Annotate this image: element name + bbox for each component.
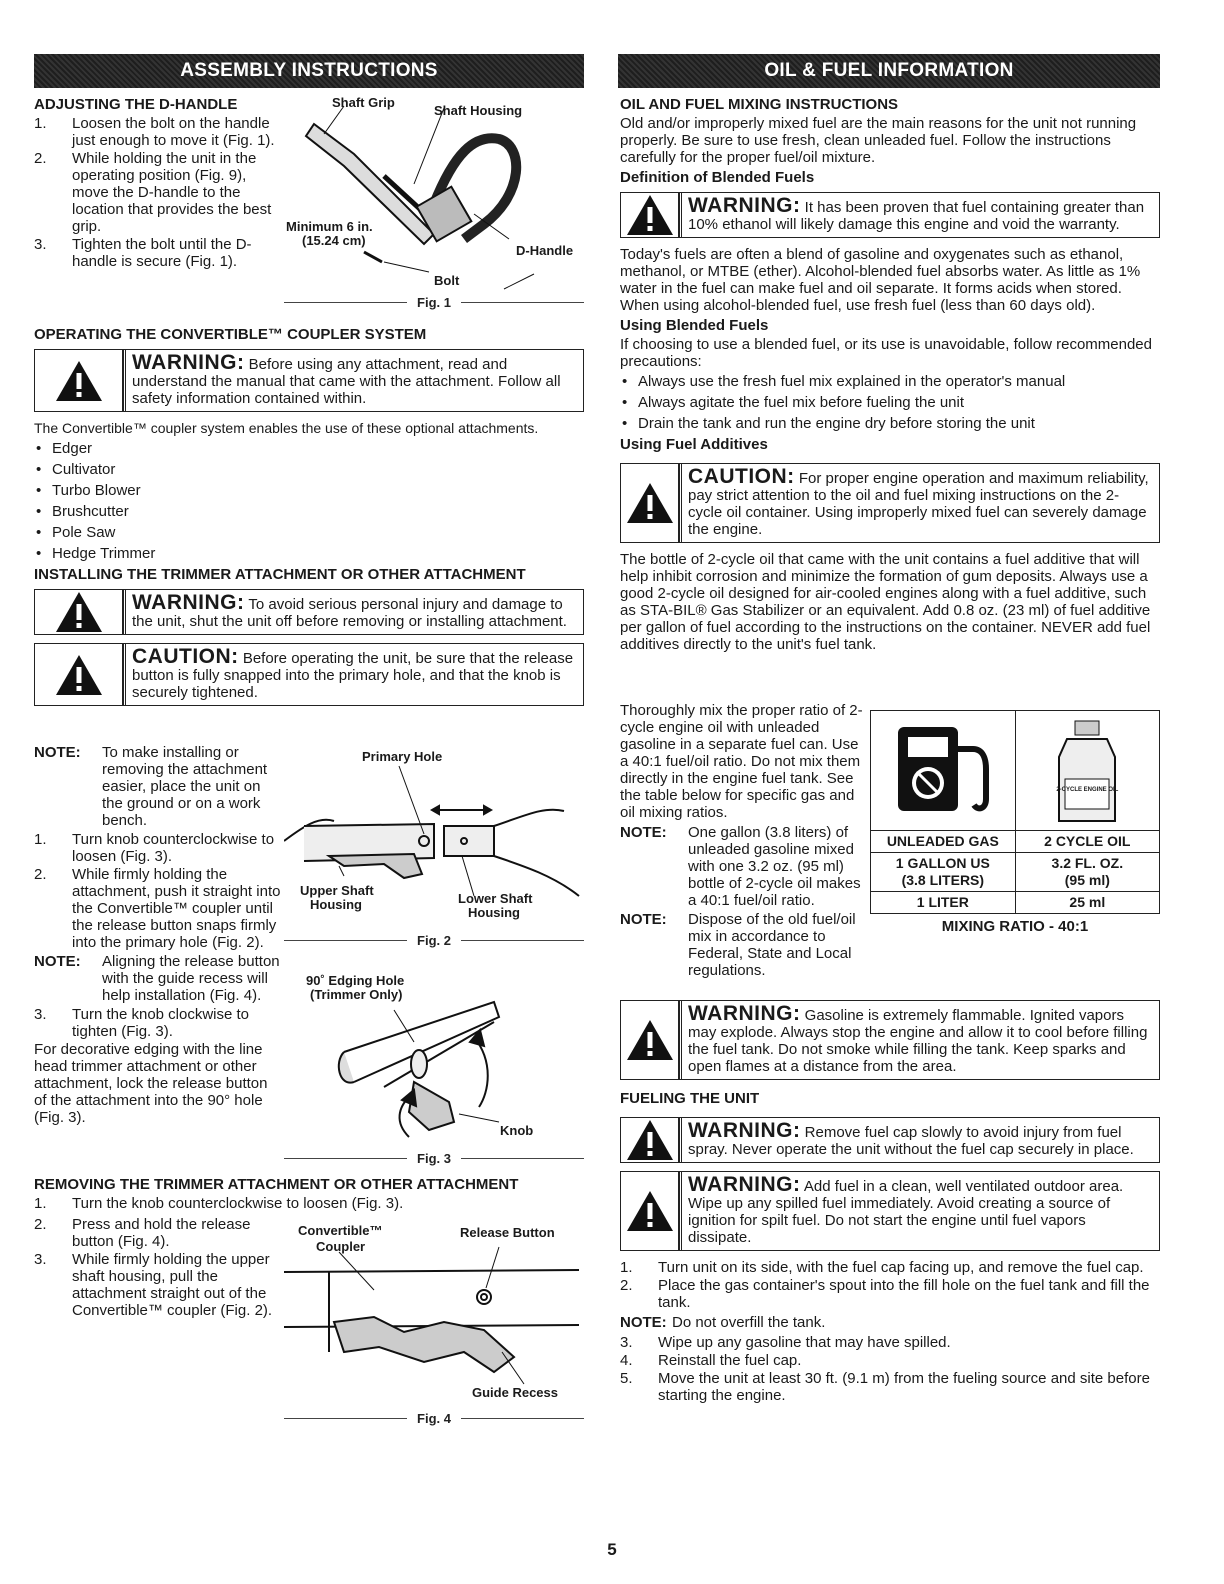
install-note-1: NOTE: To make installing or removing the attachment easier, place the unit on the ground or on a work bench. [34,744,268,829]
figure-3 [284,972,584,1168]
precaution-list [620,373,1160,432]
table-cell: 1 LITER [871,892,1016,914]
oil-bottle-icon [1047,717,1127,827]
precaution-item: • Always agitate the fuel mix before fueling the unit [622,394,965,411]
attachment-list [34,440,584,562]
coupler-section [34,326,584,714]
label-shaft-grip: Shaft Grip [332,95,395,110]
using-text: If choosing to use a blended fuel, or its use is unavoidable, follow recommended precautions: [620,336,1152,370]
oil-heading: OIL AND FUEL MIXING INSTRUCTIONS [620,96,899,113]
warning-triangle-icon [621,1001,679,1079]
label-d-handle: D-Handle [516,243,574,258]
fuel-cap-warning-box: WARNING: Remove fuel cap slowly to avoid injury from fuel spray. Never operate the unit without the fuel cap securely in place. [620,1117,1160,1163]
table-cell: 25 ml [1015,892,1159,914]
warning-triangle-icon [621,1118,679,1162]
precaution-item: • Drain the tank and run the engine dry before storing the unit [622,415,1035,432]
dhandle-heading: ADJUSTING THE D-HANDLE [34,96,238,113]
using-heading: Using Blended Fuels [620,317,769,334]
remove-section [34,1176,584,1213]
bottle-label: 2-CYCLE ENGINE OIL [1056,787,1119,793]
gas-pump-icon [888,719,998,819]
attachment-item: • Cultivator [36,461,116,478]
label-knob: Knob [500,1123,534,1138]
fig2-caption: Fig. 2 [284,932,584,949]
figure-1 [284,94,584,316]
mix-text-block [620,702,870,981]
oil-caution-box: CAUTION: For proper engine operation and maximum reliability, pay strict attention to the oil and fuel mixing instructions on the 2-cycle oil container. Using improperly mixed fuel can severely damage the engine. [620,463,1160,543]
label-lower-housing: Housing [468,905,520,920]
install-warning-box: WARNING: To avoid serious personal injury and damage to the unit, shut the unit off before removing or installing attachment. [34,589,584,635]
mixing-table-block [870,710,1160,935]
fueling-section [620,994,1160,1405]
attachment-item: • Hedge Trimmer [36,545,156,562]
install-step-1: 1. Turn knob counterclockwise to loosen (Fig. 3). [34,831,275,865]
attachment-item: • Turbo Blower [36,482,141,499]
oil-note-2: NOTE: Dispose of the old fuel/oil mix in accordance to Federal, State and Local regulations. [620,911,856,979]
label-release-button: Release Button [460,1225,555,1240]
mixing-ratio: MIXING RATIO - 40:1 [941,918,1089,935]
oil-fuel-banner: OIL & FUEL INFORMATION [618,54,1160,88]
oil-note-1: NOTE: One gallon (3.8 liters) of unleaded gasoline mixed with one 3.2 oz. (95 ml) bottle of 2-cycle oil makes a 40:1 fuel/oil ratio. [620,824,861,909]
label-coupler-2: Coupler [316,1239,366,1254]
fig4-caption: Fig. 4 [284,1410,584,1427]
attachment-item: • Brushcutter [36,503,129,520]
flammable-warning-box: WARNING: Gasoline is extremely flammable. Ignited vapors may explode. Always stop the engine and allow it to cool before filling the fuel tank. Do not smoke while filling the tank. Keep sparks and open flames at a distance from the area. [620,1000,1160,1080]
label-minimum: Minimum 6 in. [286,219,373,234]
label-guide-recess: Guide Recess [472,1385,558,1400]
label-minimum-cm: (15.24 cm) [302,233,366,248]
page-number: 5 [607,1540,617,1559]
mixing-table [870,710,1160,914]
warning-triangle-icon [35,590,123,634]
dhandle-step-2: 2. While holding the unit in the operating position (Fig. 9), move the D-handle to the location that provides the best grip. [34,150,272,235]
caution-triangle-icon [35,644,123,705]
fig3-caption: Fig. 3 [284,1150,584,1167]
fueling-note: NOTE: Do not overfill the tank. [620,1314,826,1331]
label-bolt: Bolt [434,273,460,288]
dhandle-step-3: 3. Tighten the bolt until the D-handle is secure (Fig. 1). [34,236,252,270]
coupler-heading: OPERATING THE CONVERTIBLE™ COUPLER SYSTEM [34,326,427,343]
fueling-heading: FUELING THE UNIT [620,1090,760,1107]
table-cell: 1 GALLON US (3.8 LITERS) [871,853,1016,892]
attachment-item: • Pole Saw [36,524,116,541]
oil-section [620,96,1160,656]
fueling-step-2: 2. Place the gas container's spout into the fill hole on the fuel tank and fill the tank. [620,1277,1150,1311]
fueling-step-5: 5. Move the unit at least 30 ft. (9.1 m) from the fueling source and site before starting the engine. [620,1370,1150,1404]
label-upper-housing: Housing [310,897,362,912]
table-head-oil: 2 CYCLE OIL [1015,831,1159,853]
fueling-step-4: 4. Reinstall the fuel cap. [620,1352,802,1369]
label-shaft-housing: Shaft Housing [434,103,523,118]
def-heading: Definition of Blended Fuels [620,169,815,186]
fueling-step-1: 1. Turn unit on its side, with the fuel cap facing up, and remove the fuel cap. [620,1259,1144,1276]
table-cell: 3.2 FL. OZ. (95 ml) [1015,853,1159,892]
gas-pump-cell [871,711,1016,831]
blend-text: Today's fuels are often a blend of gasoline and oxygenates such as ethanol, methanol, or MTBE (ether). Alcohol-blended fuel absorbs water. As little as 1% water in the fuel can make fuel and oil separate. It forms acids when stored. When using alcohol-blended fuel, use fresh fuel (less than 60 days old). [620,246,1141,314]
dhandle-step-1: 1. Loosen the bolt on the handle just enough to move it (Fig. 1). [34,115,275,149]
install-step-2: 2. While firmly holding the attachment, push it straight into the Convertible™ coupler until the release button snaps firmly into the primary hole (Fig. 2). [34,866,281,951]
install-steps [34,742,284,1129]
label-primary-hole: Primary Hole [362,749,443,764]
remove-step-1: 1. Turn the knob counterclockwise to loosen (Fig. 3). [34,1195,404,1212]
remove-steps [34,1216,284,1320]
fig1-caption: Fig. 1 [284,294,584,311]
coupler-intro: The Convertible™ coupler system enables the use of these optional attachments. [34,420,539,436]
label-trimmer-only: (Trimmer Only) [310,987,403,1002]
additive-text: The bottle of 2-cycle oil that came with the unit contains a fuel additive that will help inhibit corrosion and minimize the formation of gum deposits. Always use a good 2-cycle oil designed for air-cooled engines along with a fuel additive, such as STA-BIL® Gas Stabilizer or an equivalent. Add 0.8 oz. (23 ml) of fuel additive per gallon of fuel according to the instructions on the container. NEVER add fuel additives directly to the unit's fuel tank. [620,551,1151,653]
edging-text: For decorative edging with the line head trimmer attachment or other attachment, lock the release button of the attachment into the 90° hole (Fig. 3). [34,1041,268,1126]
assembly-banner: ASSEMBLY INSTRUCTIONS [34,54,584,88]
figure-2 [284,746,584,946]
additives-heading: Using Fuel Additives [620,436,768,453]
warning-triangle-icon [621,1172,679,1250]
oil-intro: Old and/or improperly mixed fuel are the main reasons for the unit not running properly. Be sure to use fresh, clean unleaded fuel. Follow the instructions carefully for the proper fuel/oil mixture. [620,115,1137,166]
label-coupler: Convertible™ [298,1223,383,1238]
caution-triangle-icon [621,464,679,542]
label-upper-shaft: Upper Shaft [300,883,374,898]
ethanol-warning-box: WARNING: It has been proven that fuel containing greater than 10% ethanol will likely damage this engine and void the warranty. [620,192,1160,238]
remove-heading: REMOVING THE TRIMMER ATTACHMENT OR OTHER ATTACHMENT [34,1176,519,1193]
ventilation-warning-box: WARNING: Add fuel in a clean, well ventilated outdoor area. Wipe up any spilled fuel immediately. Avoid creating a source of ignition for spilt fuel. Do not start the engine until fuel vapors dissipate. [620,1171,1160,1251]
coupler-warning-box: WARNING: Before using any attachment, read and understand the manual that came with the attachment. Follow all safety information contained within. [34,349,584,412]
dhandle-section [34,96,284,271]
install-caution-box: CAUTION: Before operating the unit, be sure that the release button is fully snapped into the primary hole, and that the knob is securely tightened. [34,643,584,706]
warning-triangle-icon [35,350,123,411]
label-lower-shaft: Lower Shaft [458,891,533,906]
label-edging-hole: 90˚ Edging Hole [306,973,405,988]
oil-bottle-cell [1015,711,1159,831]
mix-text: Thoroughly mix the proper ratio of 2-cycle engine oil with unleaded gasoline in a separate fuel can. Use a 40:1 fuel/oil ratio. Do not mix them directly in the engine fuel tank. See the table below for specific gas and oil mixing ratios. [620,702,863,821]
install-heading: INSTALLING THE TRIMMER ATTACHMENT OR OTHER ATTACHMENT [34,566,526,583]
install-note-2: NOTE: Aligning the release button with the guide recess will help installation (Fig. 4). [34,953,280,1004]
fueling-step-3: 3. Wipe up any gasoline that may have spilled. [620,1334,951,1351]
dhandle-illustration [284,94,584,294]
remove-step-2: 2. Press and hold the release button (Fig. 4). [34,1216,251,1250]
table-head-gas: UNLEADED GAS [871,831,1016,853]
attachment-item: • Edger [36,440,93,457]
install-step-3: 3. Turn the knob clockwise to tighten (Fig. 3). [34,1006,250,1040]
warning-triangle-icon [621,193,679,237]
remove-step-3: 3. While firmly holding the upper shaft housing, pull the attachment straight out of the Convertible™ coupler (Fig. 2). [34,1251,273,1319]
precaution-item: • Always use the fresh fuel mix explained in the operator's manual [622,373,1066,390]
figure-4 [284,1222,584,1428]
